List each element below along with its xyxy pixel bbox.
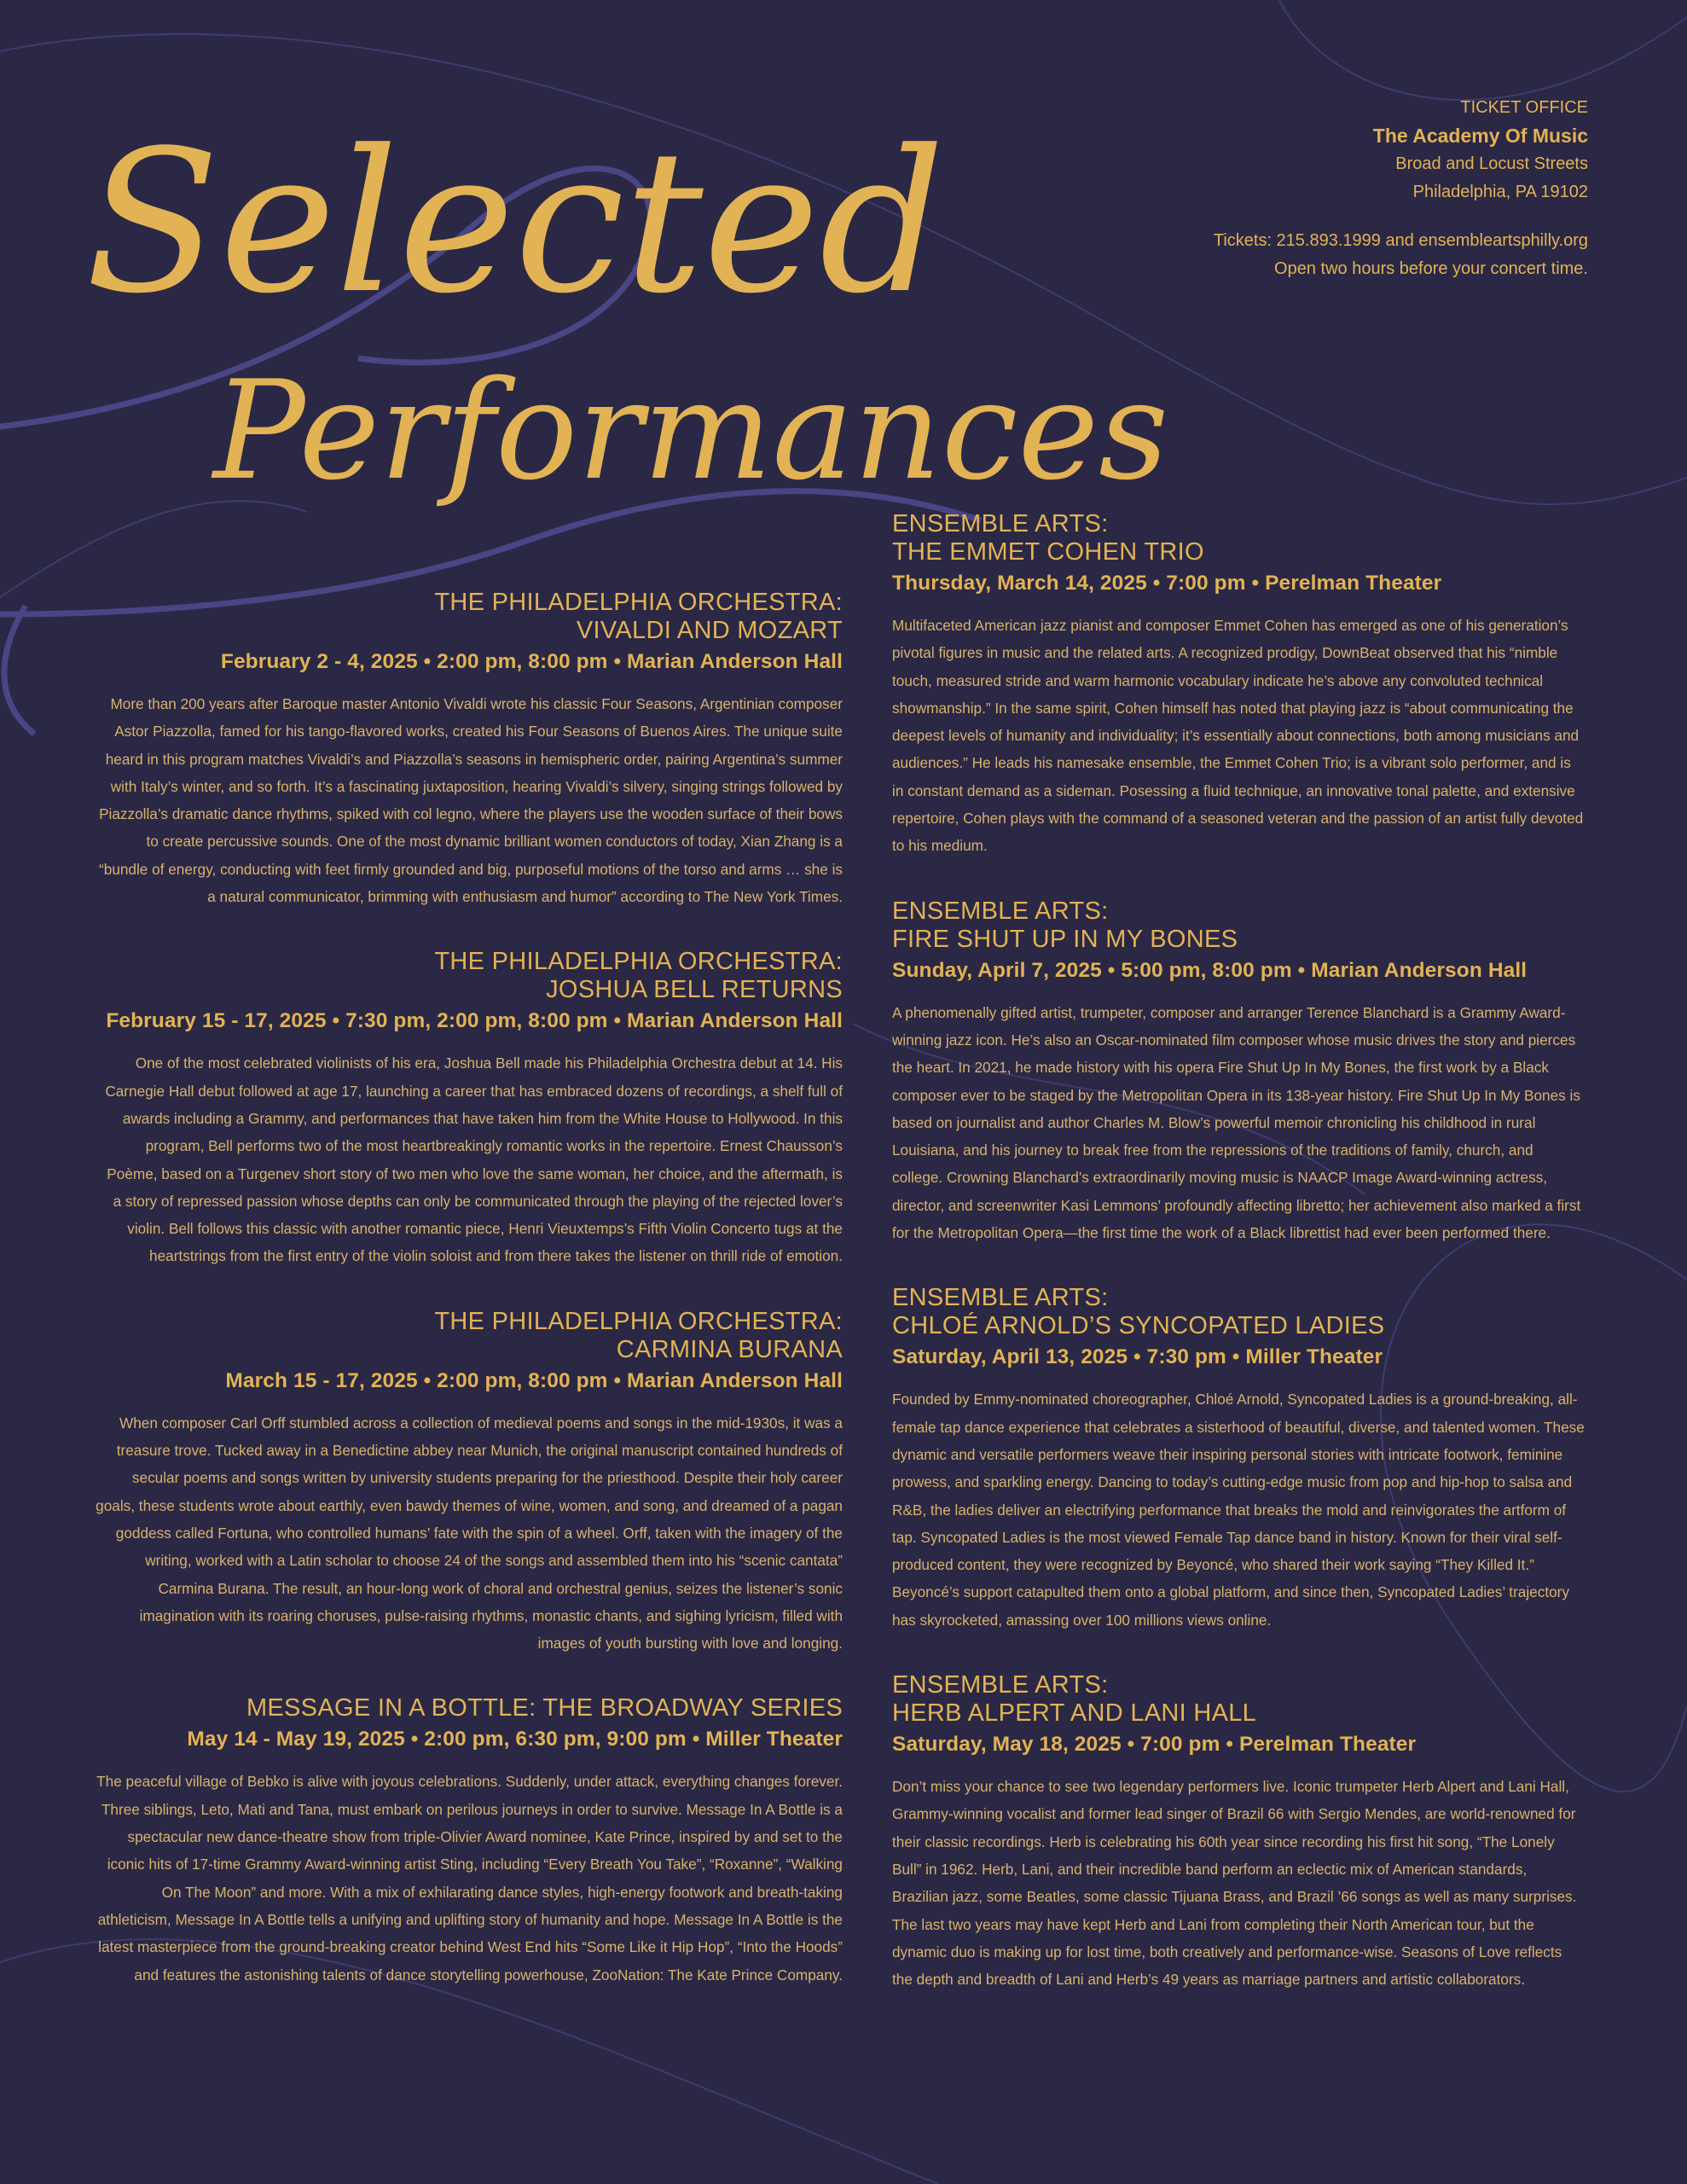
event-description: When composer Carl Orff stumbled across a collection of medieval poems and songs in the mid-1930s, it was a treasure trove. Tucked away in a Benedictine abbey near Munich, the original manuscript contained hundreds of secular poems and songs written by university students preparing for the priesthood. Despite their holy career goals, these students wrote about earthly, even bawdy themes of wine, women, and song, and dreamed of a pagan goddess called Fortuna, who controlled humans’ fate with the spin of a wheel. Orff, taken with the imagery of the writing, worked with a Latin scholar to choose 24 of the songs and assembled them into his “scenic cantata” Carmina Burana. The result, an hour-long work of choral and orchestral genius, seizes the listener’s sonic imagination with its roaring choruses, pulse-raising rhythms, monastic chants, and sighing lyricism, filled with images of youth bursting with love and longing. bbox=[96, 1414, 843, 1653]
event-fire-shut-up bbox=[892, 897, 1585, 1247]
event-title: THE PHILADELPHIA ORCHESTRA: bbox=[434, 1307, 843, 1335]
event-subtitle: THE EMMET COHEN TRIO bbox=[892, 538, 1204, 566]
event-description: A phenomenally gifted artist, trumpeter, composer and arranger Terence Blanchard is a Grammy Award-winning jazz icon. He’s also an Oscar-nominated film composer whose music drives the story and pierces the heart. In 2021, he made history with his opera Fire Shut Up In My Bones, the first work by a Black composer ever to be staged by the Metropolitan Opera in its 138-year history. Fire Shut Up In My Bones is based on journalist and author Charles M. Blow’s powerful memoir chronicling his childhood in rural Louisiana, and his journey to break free from the repressions of the traditions of family, church, and college. Crowning Blanchard’s extraordinarily moving music is NAACP Image Award-winning actress, director, and screenwriter Kasi Lemmons’ profoundly affecting libretto; her achievement also marked a first for the Metropolitan Opera—the first time the work of a Black librettist had ever been performed there. bbox=[892, 1003, 1581, 1242]
ticket-office-info bbox=[1214, 94, 1588, 283]
event-vivaldi-mozart bbox=[96, 589, 843, 910]
event-subtitle: JOSHUA BELL RETURNS bbox=[546, 976, 843, 1004]
ticket-office-hours: Open two hours before your concert time. bbox=[1274, 259, 1588, 278]
event-title: ENSEMBLE ARTS: bbox=[892, 897, 1109, 925]
event-syncopated-ladies bbox=[892, 1284, 1585, 1634]
event-emmet-cohen bbox=[892, 510, 1585, 860]
event-subtitle: CARMINA BURANA bbox=[616, 1335, 843, 1363]
event-title: THE PHILADELPHIA ORCHESTRA: bbox=[434, 948, 843, 976]
event-title: MESSAGE IN A BOTTLE: THE BROADWAY SERIES bbox=[246, 1694, 843, 1722]
title-line-1: Selected bbox=[85, 109, 945, 337]
event-description: One of the most celebrated violinists of his era, Joshua Bell made his Philadelphia Orchestra debut at 14. His Carnegie Hall debut followed at age 17, launching a career that has embraced dozens of recordings, a shelf full of awards including a Grammy, and performances that have taken him from the White House to Hollywood. In this program, Bell performs two of the most heartbreakingly romantic works in the repertoire. Ernest Chausson’s Poème, based on a Turgenev short story of two men who love the same woman, her choice, and the aftermath, is a story of repressed passion whose depths can only be communicated through the playing of the rejected lover’s violin. Bell follows this classic with another romantic piece, Henri Vieuxtemps’s Fifth Violin Concerto tugs at the heartstrings from the first entry of the violin soloist and from there takes the listener on thrill ride of emotion. bbox=[105, 1054, 843, 1265]
event-title: ENSEMBLE ARTS: bbox=[892, 1671, 1109, 1699]
left-column bbox=[96, 589, 843, 2026]
title-line-2: Performances bbox=[213, 351, 1169, 510]
event-date: Sunday, April 7, 2025 • 5:00 pm, 8:00 pm • Marian Anderson Hall bbox=[892, 958, 1528, 982]
event-subtitle: VIVALDI AND MOZART bbox=[576, 617, 843, 644]
event-date: May 14 - May 19, 2025 • 2:00 pm, 6:30 pm, 9:00 pm • Miller Theater bbox=[187, 1728, 843, 1751]
event-date: February 15 - 17, 2025 • 7:30 pm, 2:00 pm, 8:00 pm • Marian Anderson Hall bbox=[106, 1009, 843, 1033]
ticket-office-venue: The Academy Of Music bbox=[1372, 125, 1588, 147]
event-description: Founded by Emmy-nominated choreographer, Chloé Arnold, Syncopated Ladies is a ground-breaking, all-female tap dance experience that celebrates a sisterhood of beautiful, diverse, and talented women. These dynamic and versatile performers weave their inspiring personal stories with intricate footwork, feminine prowess, and sparkling energy. Dancing to today’s cutting-edge music from pop and hip-hop to salsa and R&B, the ladies deliver an electrifying performance that breaks the mold and reinvigorates the artform of tap. Syncopated Ladies is the most viewed Female Tap dance band in history. Known for their viral self-produced content, they were recognized by Beyoncé, who shared their work saying “They Killed It.” Beyoncé’s support catapulted them onto a global platform, and since then, Syncopated Ladies’ trajectory has skyrocketed, amassing over 100 millions views online. bbox=[892, 1391, 1585, 1629]
ticket-office-city: Philadelphia, PA 19102 bbox=[1412, 183, 1588, 201]
event-description: More than 200 years after Baroque master Antonio Vivaldi wrote his classic Four Seasons, Argentinian composer Astor Piazzolla, famed for his tango-flavored works, created his Four Seasons of Buenos Aires. The unique suite heard in this program matches Vivaldi’s and Piazzolla’s seasons in hemispheric order, pairing Argentina’s summer with Italy’s winter, and so forth. It’s a fascinating juxtaposition, hearing Vivaldi’s silvery, singing strings followed by Piazzolla’s dramatic dance rhythms, spiked with col legno, where the players use the wooden surface of their bows to create percussive sounds. One of the most dynamic brilliant women conductors of today, Xian Zhang is a “bundle of energy, conducting with feet firmly grounded and big, purposeful motions of the torso and arms … she is a natural communicator, brimming with enthusiasm and humor” according to The New York Times. bbox=[99, 695, 843, 906]
ticket-office-street: Broad and Locust Streets bbox=[1395, 154, 1588, 173]
event-subtitle: HERB ALPERT AND LANI HALL bbox=[892, 1699, 1257, 1728]
event-title: THE PHILADELPHIA ORCHESTRA: bbox=[434, 589, 843, 616]
event-title: ENSEMBLE ARTS: bbox=[892, 1284, 1109, 1312]
event-subtitle: CHLOÉ ARNOLD’S SYNCOPATED LADIES bbox=[892, 1312, 1385, 1340]
event-date: Thursday, March 14, 2025 • 7:00 pm • Perelman Theater bbox=[892, 572, 1442, 595]
event-description: Multifaceted American jazz pianist and composer Emmet Cohen has emerged as one of his generation’s pivotal figures in music and the related arts. A recognized prodigy, DownBeat observed that his “nimble touch, measured stride and warm harmonic vocabulary indicate he’s above any convoluted technical showmanship.” In the same spirit, Cohen himself has noted that playing jazz is “about communicating the deepest levels of humanity and individuality; it’s essentially about connections, both among musicians and audiences.” He leads his namesake ensemble, the Emmet Cohen Trio; is a vibrant solo performer, and is in constant demand as a sideman. Posessing a fluid technique, an innovative tonal palette, and extensive repertoire, Cohen plays with the command of a seasoned veteran and the passion of an artist fully devoted to his medium. bbox=[892, 617, 1584, 855]
event-date: Saturday, April 13, 2025 • 7:30 pm • Miller Theater bbox=[892, 1345, 1383, 1369]
ticket-office-heading: TICKET OFFICE bbox=[1460, 98, 1588, 117]
event-date: Saturday, May 18, 2025 • 7:00 pm • Perelman Theater bbox=[892, 1733, 1417, 1757]
event-carmina-burana bbox=[96, 1308, 843, 1658]
event-description: The peaceful village of Bebko is alive with joyous celebrations. Suddenly, under attack, everything changes forever. Three siblings, Leto, Mati and Tana, must embark on perilous journeys in order to survive. Message In A Bottle is a spectacular new dance-theatre show from triple-Olivier Award nominee, Kate Prince, inspired by and set to the iconic hits of 17-time Grammy Award-winning artist Sting, including “Every Breath You Take”, “Roxanne”, “Walking On The Moon” and more. With a mix of exhilarating dance styles, high-energy footwork and breath-taking athleticism, Message In A Bottle tells a unifying and uplifting story of humanity and hope. Message In A Bottle is the latest masterpiece from the ground-breaking creator behind West End hits “Some Like it Hip Hop”, “Into the Hoods” and features the astonishing talents of dance storytelling powerhouse, ZooNation: The Kate Prince Company. bbox=[96, 1773, 843, 1984]
event-description: Don’t miss your chance to see two legendary performers live. Iconic trumpeter Herb Alpert and Lani Hall, Grammy-winning vocalist and former lead singer of Brazil 66 with Sergio Mendes, are world-renowned for their classic recordings. Herb is celebrating his 60th year since recording his first hit song, “The Lonely Bull” in 1962. Herb, Lani, and their incredible band perform an eclectic mix of American standards, Brazilian jazz, some Beatles, some classic Tijuana Brass, and Brazil ’66 songs as well as many surprises. The last two years may have kept Herb and Lani from completing their North American tour, but the dynamic duo is making up for lost time, both creatively and performance-wise. Seasons of Love reflects the depth and breadth of Lani and Herb’s 49 years as marriage partners and artistic collaborators. bbox=[892, 1778, 1577, 1989]
event-subtitle: FIRE SHUT UP IN MY BONES bbox=[892, 925, 1238, 953]
event-herb-alpert bbox=[892, 1671, 1585, 1993]
right-column bbox=[892, 510, 1585, 2030]
event-title: ENSEMBLE ARTS: bbox=[892, 510, 1109, 537]
event-message-in-a-bottle bbox=[96, 1694, 843, 1988]
event-date: February 2 - 4, 2025 • 2:00 pm, 8:00 pm • Marian Anderson Hall bbox=[220, 650, 843, 673]
event-date: March 15 - 17, 2025 • 2:00 pm, 8:00 pm • Marian Anderson Hall bbox=[225, 1368, 843, 1392]
ticket-office-tickets: Tickets: 215.893.1999 and ensembleartsphilly.org bbox=[1213, 231, 1588, 250]
event-joshua-bell bbox=[96, 948, 843, 1269]
